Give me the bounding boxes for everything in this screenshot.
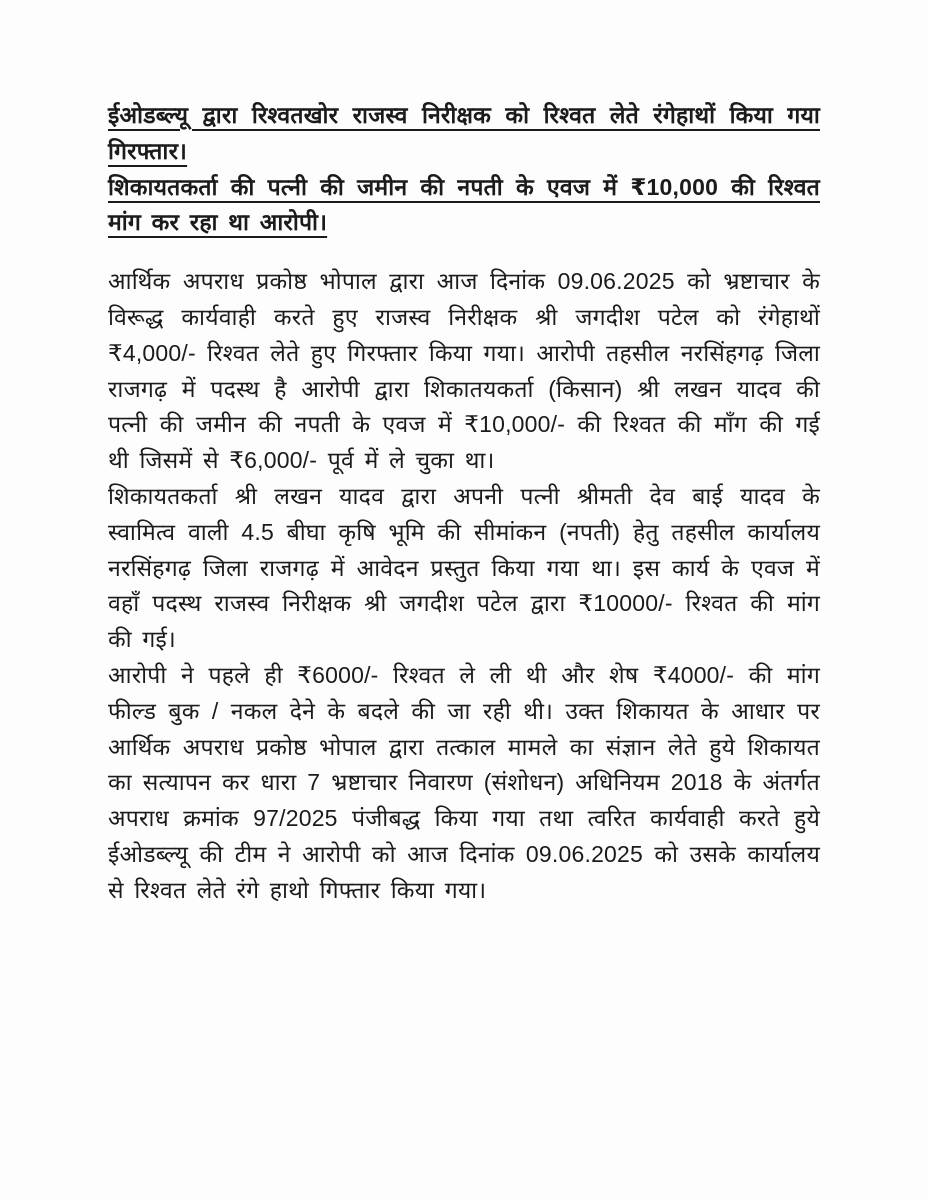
headline-block [108,98,820,241]
body-text-block [108,264,820,908]
paragraph-complaint-background: शिकायतकर्ता श्री लखन यादव द्वारा अपनी पत्नी श्रीमती देव बाई यादव के स्वामित्व वाली 4.5 बीघा कृषि भूमि की सीमांकन (नपती) हेतु तहसील कार्यालय नरसिंहगढ़ जिला राजगढ़ में आवेदन प्रस्तुत किया गया था। इस कार्य के एवज में वहाँ पदस्थ राजस्व निरीक्षक श्री जगदीश पटेल द्वारा ₹10000/- रिश्वत की मांग की गई। [108,482,820,653]
headline-line-bribe-demand: शिकायतकर्ता की पत्नी की जमीन की नपती के एवज में ₹10,000 की रिश्वत मांग कर रहा था आरोपी। [108,173,820,236]
headline-line-arrest: ईओडब्ल्यू द्वारा रिश्वतखोर राजस्व निरीक्षक को रिश्वत लेते रंगेहाथों किया गया गिरफ्तार। [108,102,820,164]
paragraph-case-registration: आरोपी ने पहले ही ₹6000/- रिश्वत ले ली थी और शेष ₹4000/- की मांग फील्ड बुक / नकल देने के बदले की जा रही थी। उक्त शिकायत के आधार पर आर्थिक अपराध प्रकोष्ठ भोपाल द्वारा तत्काल मामले का संज्ञान लेते हुये शिकायत का सत्यापन कर धारा 7 भ्रष्टाचार निवारण (संशोधन) अधिनियम 2018 के अंतर्गत अपराध क्रमांक 97/2025 पंजीबद्ध किया गया तथा त्वरित कार्यवाही करते हुये ईओडब्ल्यू की टीम ने आरोपी को आज दिनांक 09.06.2025 को उसके कार्यालय से रिश्वत लेते रंगे हाथो गिफ्तार किया गया। [108,661,820,903]
document-content [108,98,820,909]
paragraph-arrest-details: आर्थिक अपराध प्रकोष्ठ भोपाल द्वारा आज दिनांक 09.06.2025 को भ्रष्टाचार के विरूद्ध कार्यवाही करते हुए राजस्व निरीक्षक श्री जगदीश पटेल को रंगेहाथों ₹4,000/- रिश्वत लेते हुए गिरफ्तार किया गया। आरोपी तहसील नरसिंहगढ़ जिला राजगढ़ में पदस्थ है आरोपी द्वारा शिकातयकर्ता (किसान) श्री लखन यादव की पत्नी की जमीन की नपती के एवज में ₹10,000/- की रिश्वत की माँग की गई थी जिसमें से ₹6,000/- पूर्व में ले चुका था। [108,268,820,474]
